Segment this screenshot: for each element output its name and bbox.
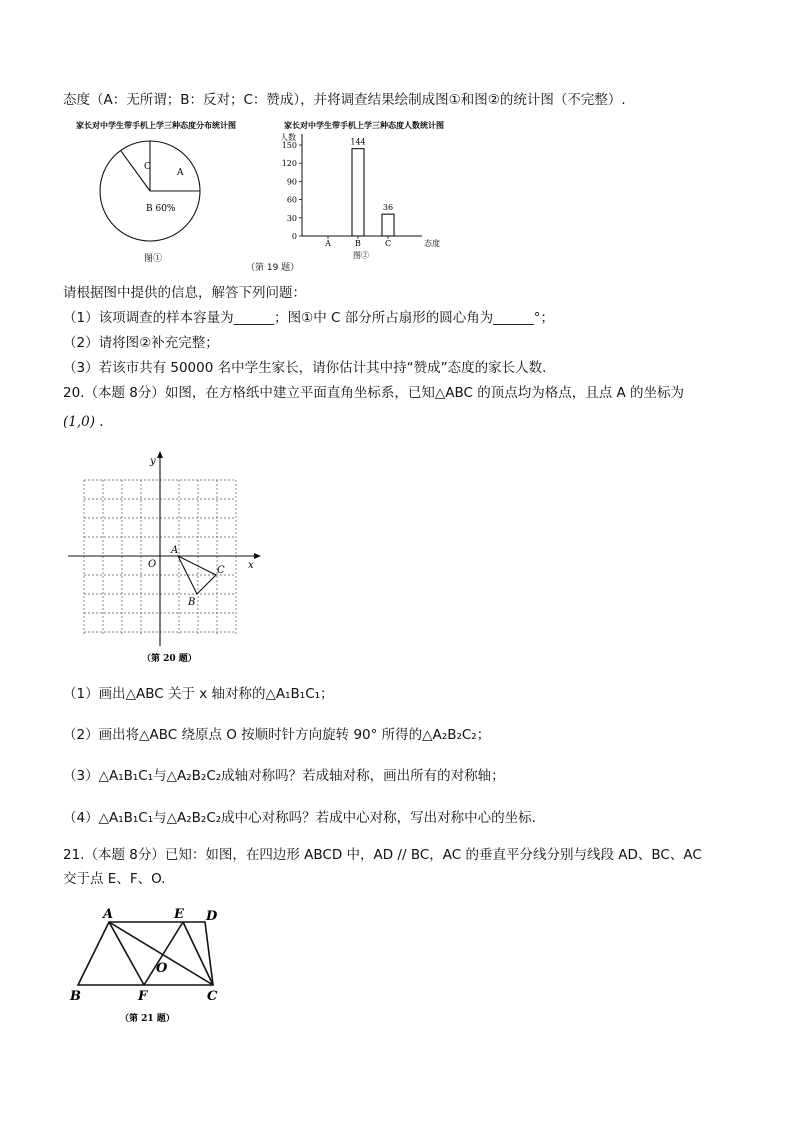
- bar-xlabel: 态度: [424, 239, 440, 248]
- pie-chart-figure: [70, 118, 280, 273]
- point-o-label: O: [156, 961, 168, 976]
- q19-part-2: （2）请将图②补充完整；: [63, 335, 219, 351]
- grid-caption: （第 20 题）: [142, 654, 197, 664]
- quadrilateral-figure: [64, 900, 244, 1028]
- point-a-label: A: [171, 545, 179, 556]
- q21-line-1: 21.（本题 8分）已知：如图，在四边形 ABCD 中，AD // BC，AC 的垂直平分线分别与线段 AD、BC、AC: [63, 847, 702, 863]
- bar-y-tick-label: 30: [286, 213, 297, 223]
- pie-label-b: B 60%: [146, 204, 176, 214]
- vertex-d-label: D: [206, 909, 218, 924]
- bar-category-label: B: [355, 239, 361, 248]
- segment-af: [109, 922, 144, 985]
- bar-y-tick-label: 90: [286, 177, 297, 187]
- bar-caption: 图②: [353, 251, 369, 260]
- vertex-e-label: E: [174, 907, 184, 922]
- bar-y-tick-label: 120: [281, 159, 297, 169]
- pie-label-c: C: [144, 162, 151, 172]
- quadrilateral-abcd: [78, 922, 213, 985]
- x-axis-arrow-icon: [254, 553, 261, 559]
- bar-y-tick-label: 0: [291, 232, 297, 241]
- bar-value-label: 36: [382, 203, 394, 213]
- q19-part-1: （1）该项调查的样本容量为______；图①中 C 部分所占扇形的圆心角为______°；: [63, 310, 554, 326]
- q19-figure-caption: （第 19 题）: [246, 263, 300, 273]
- q21-line-2: 交于点 E、F、O.: [63, 871, 166, 887]
- vertex-c-label: C: [207, 989, 218, 1004]
- q20-part-4: （4）△A₁B₁C₁与△A₂B₂C₂成中心对称吗？若成中心对称，写出对称中心的坐标.: [63, 810, 536, 826]
- y-axis-arrow-icon: [157, 451, 163, 458]
- bar-y-tick-label: 150: [281, 141, 297, 150]
- bar-category-label: A: [325, 239, 331, 248]
- bar-c: [382, 214, 394, 236]
- vertex-b-label: B: [70, 989, 81, 1004]
- y-axis-label: y: [150, 456, 156, 467]
- q19-part-3: （3）若该市共有 50000 名中学生家长，请你估计其中持“赞成”态度的家长人数.: [63, 360, 547, 376]
- bar-y-tick-label: 60: [286, 195, 297, 205]
- bar-y-ticks: [282, 141, 302, 241]
- origin-label: O: [148, 559, 157, 570]
- q20-line-1: 20.（本题 8分）如图，在方格纸中建立平面直角坐标系，已知△ABC 的顶点均为格点，且点 A 的坐标为: [63, 385, 685, 401]
- pie-title: 家长对中学生带手机上学三种态度分布统计图: [76, 120, 236, 130]
- bar-b: [352, 149, 364, 236]
- q20-part-1: （1）画出△ABC 关于 x 轴对称的△A₁B₁C₁；: [63, 686, 334, 702]
- bar-marks: [324, 138, 394, 248]
- q19-intro: 态度（A：无所谓；B：反对；C：赞成），并将调查结果绘制成图①和图②的统计图（不完整）.: [63, 92, 626, 108]
- bar-title: 家长对中学生带手机上学三种态度人数统计图: [284, 120, 444, 130]
- q19-prompt: 请根据图中提供的信息，解答下列问题：: [63, 285, 306, 301]
- q20-line-2: (1,0) .: [63, 414, 104, 430]
- point-b-label: B: [188, 597, 196, 608]
- q20-part-3: （3）△A₁B₁C₁与△A₂B₂C₂成轴对称吗？若成轴对称，画出所有的对称轴；: [63, 768, 505, 784]
- pie-label-a: A: [177, 168, 184, 178]
- pie-caption: 图①: [144, 254, 163, 264]
- vertex-a-label: A: [103, 907, 114, 922]
- point-c-label: C: [217, 565, 225, 576]
- quad-caption: （第 21 题）: [120, 1014, 175, 1024]
- q20-part-2: （2）画出将△ABC 绕原点 O 按顺时针方向旋转 90° 所得的△A₂B₂C₂；: [63, 727, 491, 743]
- x-axis-label: x: [248, 560, 254, 571]
- bar-ylabel: 人数: [280, 133, 296, 142]
- bar-value-label: 144: [350, 137, 366, 147]
- bar-category-label: C: [384, 239, 392, 248]
- bar-chart-figure: [280, 118, 460, 273]
- vertex-f-label: F: [138, 989, 148, 1004]
- coordinate-grid-figure: [64, 450, 264, 668]
